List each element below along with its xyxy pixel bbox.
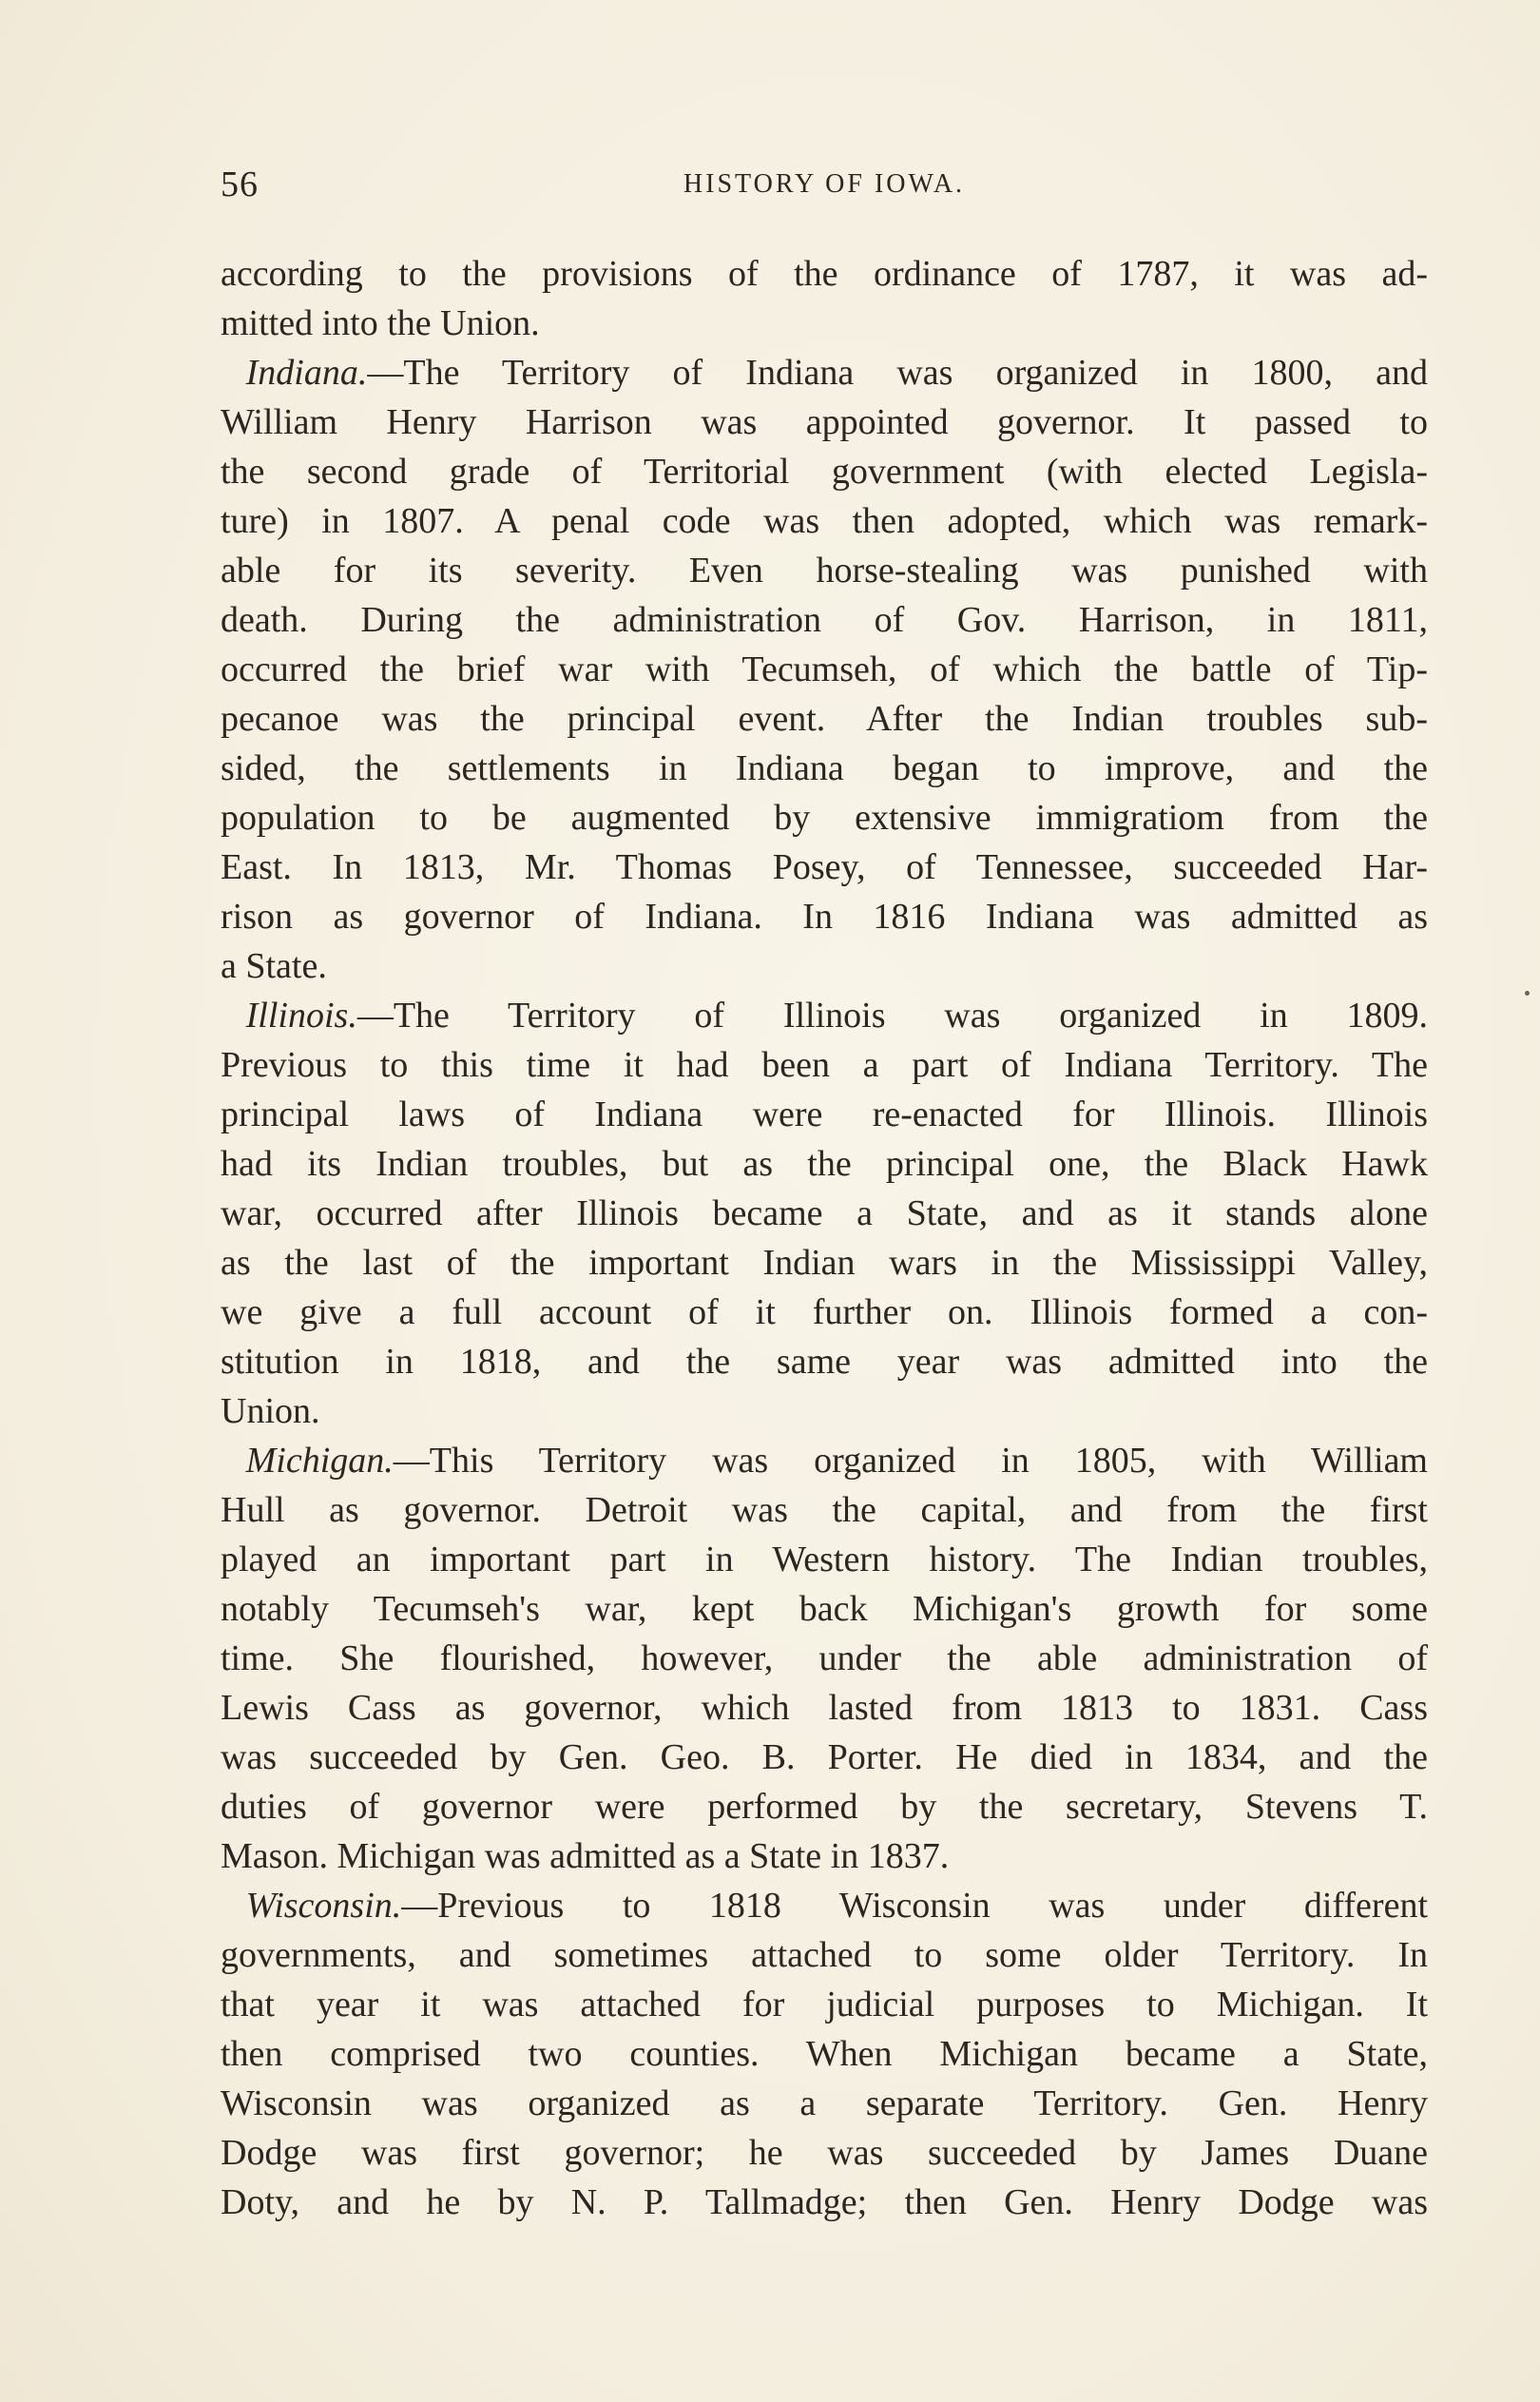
text-line	[221, 694, 1428, 744]
line-text: as the last of the important Indian wars in the Mississippi Valley,	[221, 1243, 1428, 1283]
line-text: —The Territory of Illinois was organized in 1809.	[356, 996, 1428, 1036]
text-line	[221, 1139, 1428, 1189]
text-line	[221, 595, 1428, 645]
text-line	[221, 2029, 1428, 2079]
text-line	[221, 299, 1428, 348]
line-text: pecanoe was the principal event. After the Indian troubles sub-	[221, 699, 1428, 739]
line-text: Union.	[221, 1391, 320, 1431]
paragraph-lead-line	[221, 1436, 1428, 1485]
paragraph-lead-line	[221, 991, 1428, 1040]
text-line	[221, 645, 1428, 694]
section-heading: Wisconsin.	[245, 1886, 402, 1926]
text-line	[221, 744, 1428, 793]
section-heading: Illinois.	[245, 996, 357, 1036]
line-text: notably Tecumseh's war, kept back Michigan's growth for some	[221, 1589, 1428, 1629]
page-number: 56	[221, 165, 259, 204]
line-text: death. During the administration of Gov. Harrison, in 1811,	[221, 600, 1428, 640]
text-line	[221, 1930, 1428, 1980]
line-text: ture) in 1807. A penal code was then adopted, which was remark-	[221, 501, 1428, 541]
text-line	[221, 546, 1428, 595]
text-line	[221, 2128, 1428, 2178]
margin-speck	[1525, 991, 1530, 996]
line-text: Mason. Michigan was admitted as a State in 1837.	[221, 1836, 950, 1876]
text-line	[221, 249, 1428, 299]
line-text: East. In 1813, Mr. Thomas Posey, of Tennessee, succeeded Har-	[221, 847, 1428, 887]
line-text: stitution in 1818, and the same year was admitted into the	[221, 1342, 1428, 1382]
line-text: occurred the brief war with Tecumseh, of which the battle of Tip-	[221, 649, 1428, 689]
line-text: rison as governor of Indiana. In 1816 Indiana was admitted as	[221, 897, 1428, 937]
line-text: we give a full account of it further on. Illinois formed a con-	[221, 1292, 1428, 1332]
text-line	[221, 1683, 1428, 1733]
text-line	[221, 1337, 1428, 1386]
text-line	[221, 1288, 1428, 1337]
body-text	[221, 249, 1428, 2227]
text-line	[221, 843, 1428, 892]
line-text: William Henry Harrison was appointed governor. It passed to	[221, 402, 1428, 442]
line-text: —This Territory was organized in 1805, with William	[393, 1441, 1428, 1481]
line-text: Hull as governor. Detroit was the capital, and from the first	[221, 1490, 1428, 1530]
text-line	[221, 1733, 1428, 1782]
line-text: Lewis Cass as governor, which lasted from 1813 to 1831. Cass	[221, 1688, 1428, 1728]
text-line	[221, 2178, 1428, 2227]
line-text: Dodge was first governor; he was succeeded by James Duane	[221, 2133, 1428, 2173]
text-line	[221, 941, 1428, 991]
running-head	[221, 164, 1428, 211]
text-line	[221, 892, 1428, 941]
text-line	[221, 397, 1428, 447]
line-text: Doty, and he by N. P. Tallmadge; then Gen. Henry Dodge was	[221, 2182, 1428, 2222]
running-title: HISTORY OF IOWA.	[683, 169, 966, 199]
text-line	[221, 1189, 1428, 1238]
line-text: was succeeded by Gen. Geo. B. Porter. He died in 1834, and the	[221, 1737, 1428, 1777]
line-text: able for its severity. Even horse-stealing was punished with	[221, 551, 1428, 591]
line-text: time. She flourished, however, under the able administration of	[221, 1638, 1428, 1678]
paragraph-lead-line	[221, 1881, 1428, 1930]
line-text: population to be augmented by extensive immigratiom from the	[221, 798, 1428, 838]
paragraph-lead-line	[221, 348, 1428, 397]
text-line	[221, 2079, 1428, 2128]
text-line	[221, 1782, 1428, 1831]
line-text: —Previous to 1818 Wisconsin was under different	[401, 1886, 1428, 1926]
text-line	[221, 793, 1428, 843]
line-text: Previous to this time it had been a part of Indiana Territory. The	[221, 1045, 1428, 1085]
line-text: had its Indian troubles, but as the principal one, the Black Hawk	[221, 1144, 1428, 1184]
line-text: mitted into the Union.	[221, 303, 540, 343]
line-text: duties of governor were performed by the secretary, Stevens T.	[221, 1787, 1428, 1827]
line-text: played an important part in Western history. The Indian troubles,	[221, 1540, 1428, 1579]
line-text: according to the provisions of the ordinance of 1787, it was ad-	[221, 254, 1428, 294]
text-line	[221, 496, 1428, 546]
text-line	[221, 1090, 1428, 1139]
text-line	[221, 1386, 1428, 1436]
line-text: governments, and sometimes attached to some older Territory. In	[221, 1935, 1428, 1975]
section-heading: Michigan.	[245, 1441, 394, 1481]
line-text: war, occurred after Illinois became a State, and as it stands alone	[221, 1193, 1428, 1233]
line-text: then comprised two counties. When Michigan became a State,	[221, 2034, 1428, 2074]
line-text: principal laws of Indiana were re-enacted for Illinois. Illinois	[221, 1094, 1428, 1134]
text-line	[221, 447, 1428, 496]
text-line	[221, 1980, 1428, 2029]
line-text: the second grade of Territorial government (with elected Legisla-	[221, 452, 1428, 492]
section-heading: Indiana.	[245, 353, 368, 393]
text-line	[221, 1485, 1428, 1535]
text-line	[221, 1535, 1428, 1584]
line-text: Wisconsin was organized as a separate Territory. Gen. Henry	[221, 2083, 1428, 2123]
text-line	[221, 1634, 1428, 1683]
text-line	[221, 1831, 1428, 1881]
text-line	[221, 1040, 1428, 1090]
line-text: a State.	[221, 946, 327, 986]
line-text: —The Territory of Indiana was organized in 1800, and	[367, 353, 1428, 393]
text-line	[221, 1584, 1428, 1634]
text-line	[221, 1238, 1428, 1288]
line-text: that year it was attached for judicial purposes to Michigan. It	[221, 1985, 1428, 2024]
line-text: sided, the settlements in Indiana began to improve, and the	[221, 748, 1428, 788]
